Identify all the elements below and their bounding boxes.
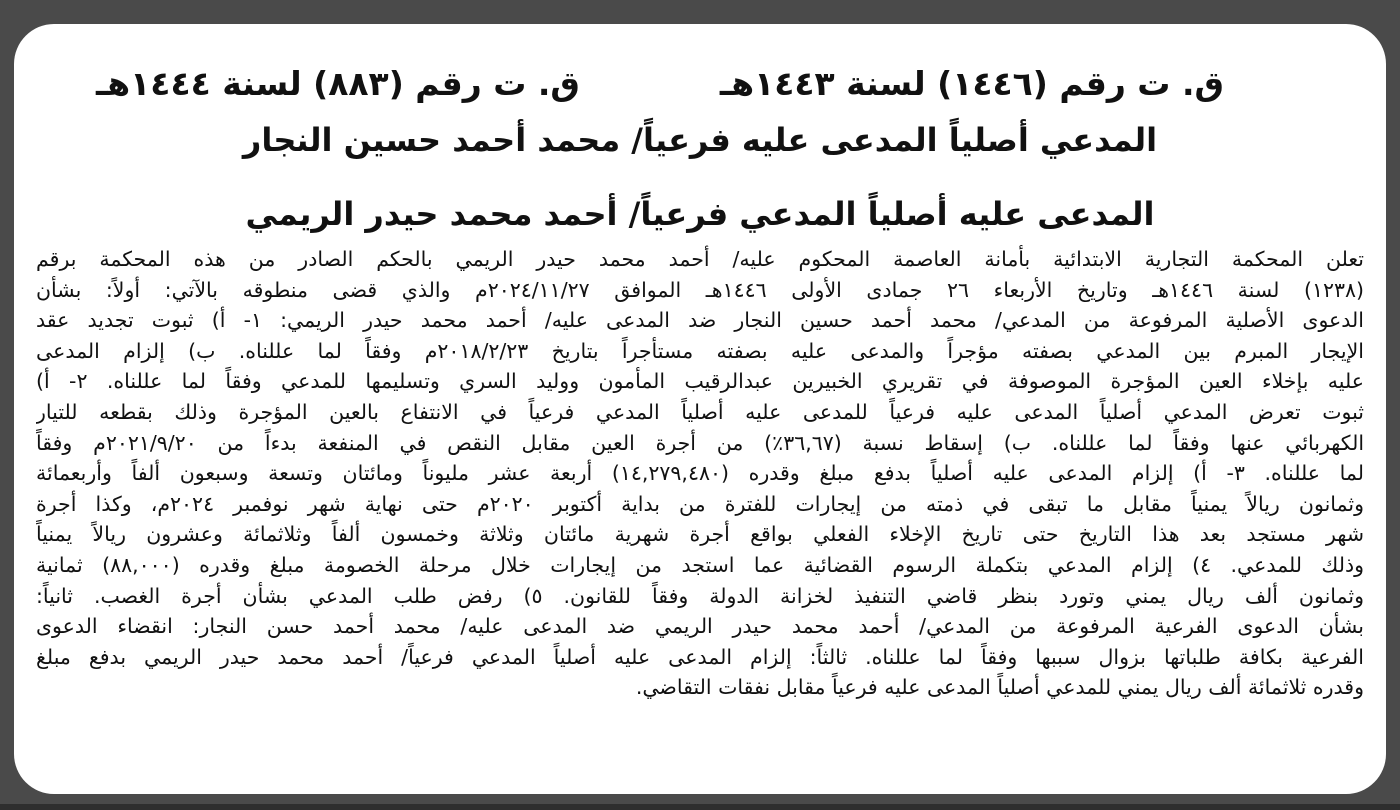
body-line: عليه بإخلاء العين المؤجرة الموصوفة في تقريري الخبيرين عبدالرقيب المأمون ووليد السري وتسليمها للمدعي وفقاً لما عللناه. ٢- أ) xyxy=(36,369,1364,394)
body-line: شهر مستجد بعد هذا التاريخ حتى تاريخ الإخلاء الفعلي بواقع أجرة شهرية مائتان وثلاثة وخمسون ألفاً وثلاثمائة وعشرون ريالاً يمنياً xyxy=(36,522,1364,547)
body-line: وثمانون ألف ريال يمني وتورد بنظر قاضي التنفيذ لخزانة الدولة وفقاً للقانون. ٥) رفض طلب المدعي بشأن أجرة الغصب. ثانياً: xyxy=(36,583,1364,608)
body-line: ثبوت تعرض المدعي أصلياً المدعى عليه فرعياً للمدعى عليه أصلياً المدعي فرعياً في الانتفاع بالعين المؤجرة وذلك بقطعه للتيار xyxy=(36,399,1364,424)
body-line: الدعوى الأصلية المرفوعة من المدعي/ محمد أحمد حسين النجار ضد المدعى عليه/ أحمد محمد حيدر الريمي: ١- أ) ثبوت تجديد عقد xyxy=(36,308,1364,333)
body-line-last: وقدره ثلاثمائة ألف ريال يمني للمدعي أصلياً المدعى عليه فرعياً مقابل نفقات التقاضي. xyxy=(635,675,1364,700)
body-line: وذلك للمدعي. ٤) إلزام المدعي بتكملة الرسوم القضائية عما استجد من إيجارات خلال مرحلة الخصومة مبلغ وقدره (٨٨,٠٠٠) ثمانية xyxy=(36,552,1364,577)
body-line: (١٢٣٨) لسنة ١٤٤٦هـ وتاريخ الأربعاء ٢٦ جمادى الأولى ١٤٤٦هـ الموافق ٢٠٢٤/١١/٢٧م والذي قضى منطوقه بالآتي: أولاً: بشأن xyxy=(36,277,1364,302)
body-line: بشأن الدعوى الفرعية المرفوعة من المدعي/ أحمد محمد حيدر الريمي ضد المدعى عليه/ محمد أحمد حسن النجار: انقضاء الدعوى xyxy=(36,614,1364,639)
bottom-divider xyxy=(0,804,1400,810)
body-line: وثمانون ريالاً يمنياً مقابل ما تبقى في ذمته من إيجارات للفترة من بداية أكتوبر ٢٠٢٠م حتى نهاية شهر نوفمبر ٢٠٢٤م، وكذا أجرة xyxy=(36,491,1364,516)
body-line: تعلن المحكمة التجارية الابتدائية بأمانة العاصمة المحكوم عليه/ أحمد محمد حيدر الريمي بالحكم الصادر من هذه المحكمة برقم xyxy=(36,247,1364,271)
body-line: الكهربائي عنها وفقاً لما عللناه. ب) إسقاط نسبة (٣٦,٦٧٪) من أجرة العين مقابل النقص في المنفعة بدءاً من ٢٠٢١/٩/٢٠م وفقاً xyxy=(36,430,1364,455)
case-reference-2: ق. ت رقم (٨٨٣) لسنة ١٤٤٤هـ xyxy=(95,64,580,103)
notice-card xyxy=(14,24,1386,794)
body-line: الفرعية بكافة طلباتها بزوال سببها وفقاً لما عللناه. ثالثاً: إلزام المدعى عليه أصلياً المدعي فرعياً/ أحمد محمد حيدر الريمي بدفع مبلغ xyxy=(36,644,1364,669)
case-reference-1: ق. ت رقم (١٤٤٦) لسنة ١٤٤٣هـ xyxy=(719,64,1224,103)
case-references xyxy=(36,62,1364,106)
defendant-heading: المدعى عليه أصلياً المدعي فرعياً/ أحمد محمد حيدر الريمي xyxy=(245,195,1155,233)
body-line: لما عللناه. ٣- أ) إلزام المدعى عليه أصلياً بدفع مبلغ وقدره (١٤,٢٧٩,٤٨٠) أربعة عشر مليوناً ومائتان وتسعة وسبعون ألفاً وأربعمائة xyxy=(36,461,1364,486)
notice-body xyxy=(36,244,1364,703)
plaintiff-heading: المدعي أصلياً المدعى عليه فرعياً/ محمد أحمد حسين النجار xyxy=(242,121,1158,159)
body-line: الإيجار المبرم بين المدعي بصفته مؤجراً والمدعى عليه بصفته مستأجراً بتاريخ ٢٠١٨/٢/٢٣م وفقاً لما عللناه. ب) إلزام المدعى xyxy=(36,338,1364,363)
